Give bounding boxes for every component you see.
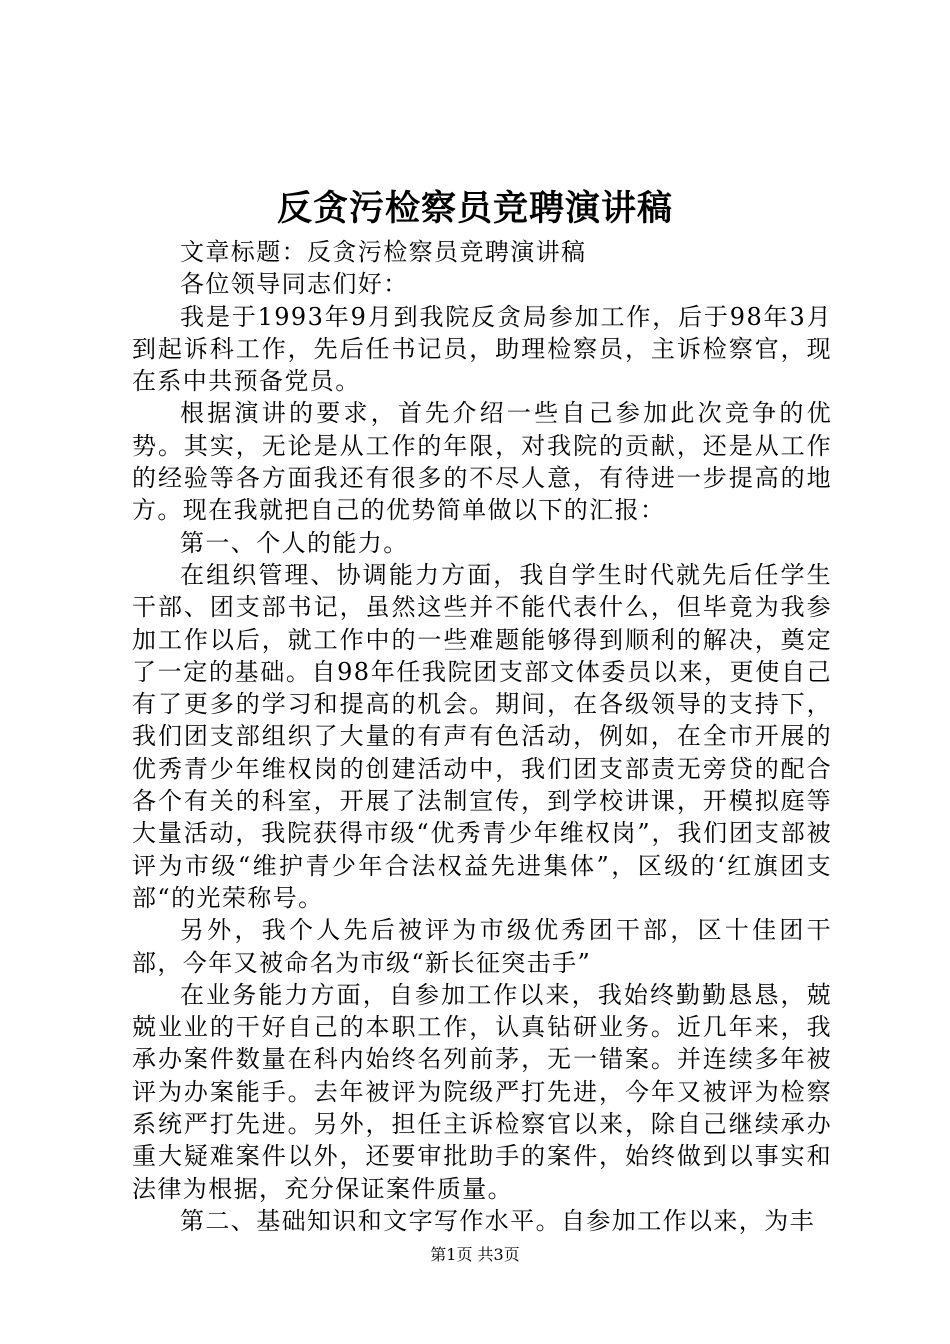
document-body: [132, 236, 832, 1237]
paragraph-intro: 我是于1993年9月到我院反贪局参加工作，后于98年3月到起诉科工作，先后任书记员，助理检察员，主诉检察官，现在系中共预备党员。: [132, 302, 832, 396]
paragraph-section-two: 第二、基础知识和文字写作水平。自参加工作以来，为丰: [180, 1206, 815, 1235]
paragraph-article-title: 文章标题：反贪污检察员竞聘演讲稿: [180, 238, 587, 266]
paragraph-honors: 另外，我个人先后被评为市级优秀团干部，区十佳团干部，今年又被命名为市级“新长征突击手”: [132, 916, 832, 977]
paragraph-advantages: 根据演讲的要求，首先介绍一些自己参加此次竞争的优势。其实，无论是从工作的年限，对我院的贡献，还是从工作的经验等各方面我还有很多的不尽人意，有待进一步提高的地方。现在我就把自己的优势简单做以下的汇报：: [132, 399, 832, 525]
paragraph-greeting: 各位领导同志们好：: [180, 270, 409, 299]
paragraph-management: 在组织管理、协调能力方面，我自学生时代就先后任学生干部、团支部书记，虽然这些并不能代表什么，但毕竟为我参加工作以后，就工作中的一些难题能够得到顺利的解决，奠定了一定的基础。自98年任我院团支部文体委员以来，更使自己有了更多的学习和提高的机会。期间，在各级领导的支持下，我们团支部组织了大量的有声有色活动，例如，在全市开展的优秀青少年维权岗的创建活动中，我们团支部责无旁贷的配合各个有关的科室，开展了法制宣传，到学校讲课，开模拟庭等大量活动，我院获得市级“优秀青少年维权岗”，我们团支部被评为市级“维护青少年合法权益先进集体”，区级的‘红旗团支部“的光荣称号。: [132, 560, 832, 912]
paragraph-section-one: 第一、个人的能力。: [180, 528, 409, 557]
page-footer: 第1页 共3页: [430, 1245, 520, 1264]
document-title: 反贪污检察员竞聘演讲稿: [276, 188, 673, 229]
paragraph-business: 在业务能力方面，自参加工作以来，我始终勤勤恳恳，兢兢业业的干好自己的本职工作，认真钻研业务。近几年来，我承办案件数量在科内始终名列前茅，无一错案。并连续多年被评为办案能手。去年被评为院级严打先进，今年又被评为检察系统严打先进。另外，担任主诉检察官以来，除自己继续承办重大疑难案件以外，还要审批助手的案件，始终做到以事实和法律为根据，充分保证案件质量。: [132, 980, 832, 1203]
